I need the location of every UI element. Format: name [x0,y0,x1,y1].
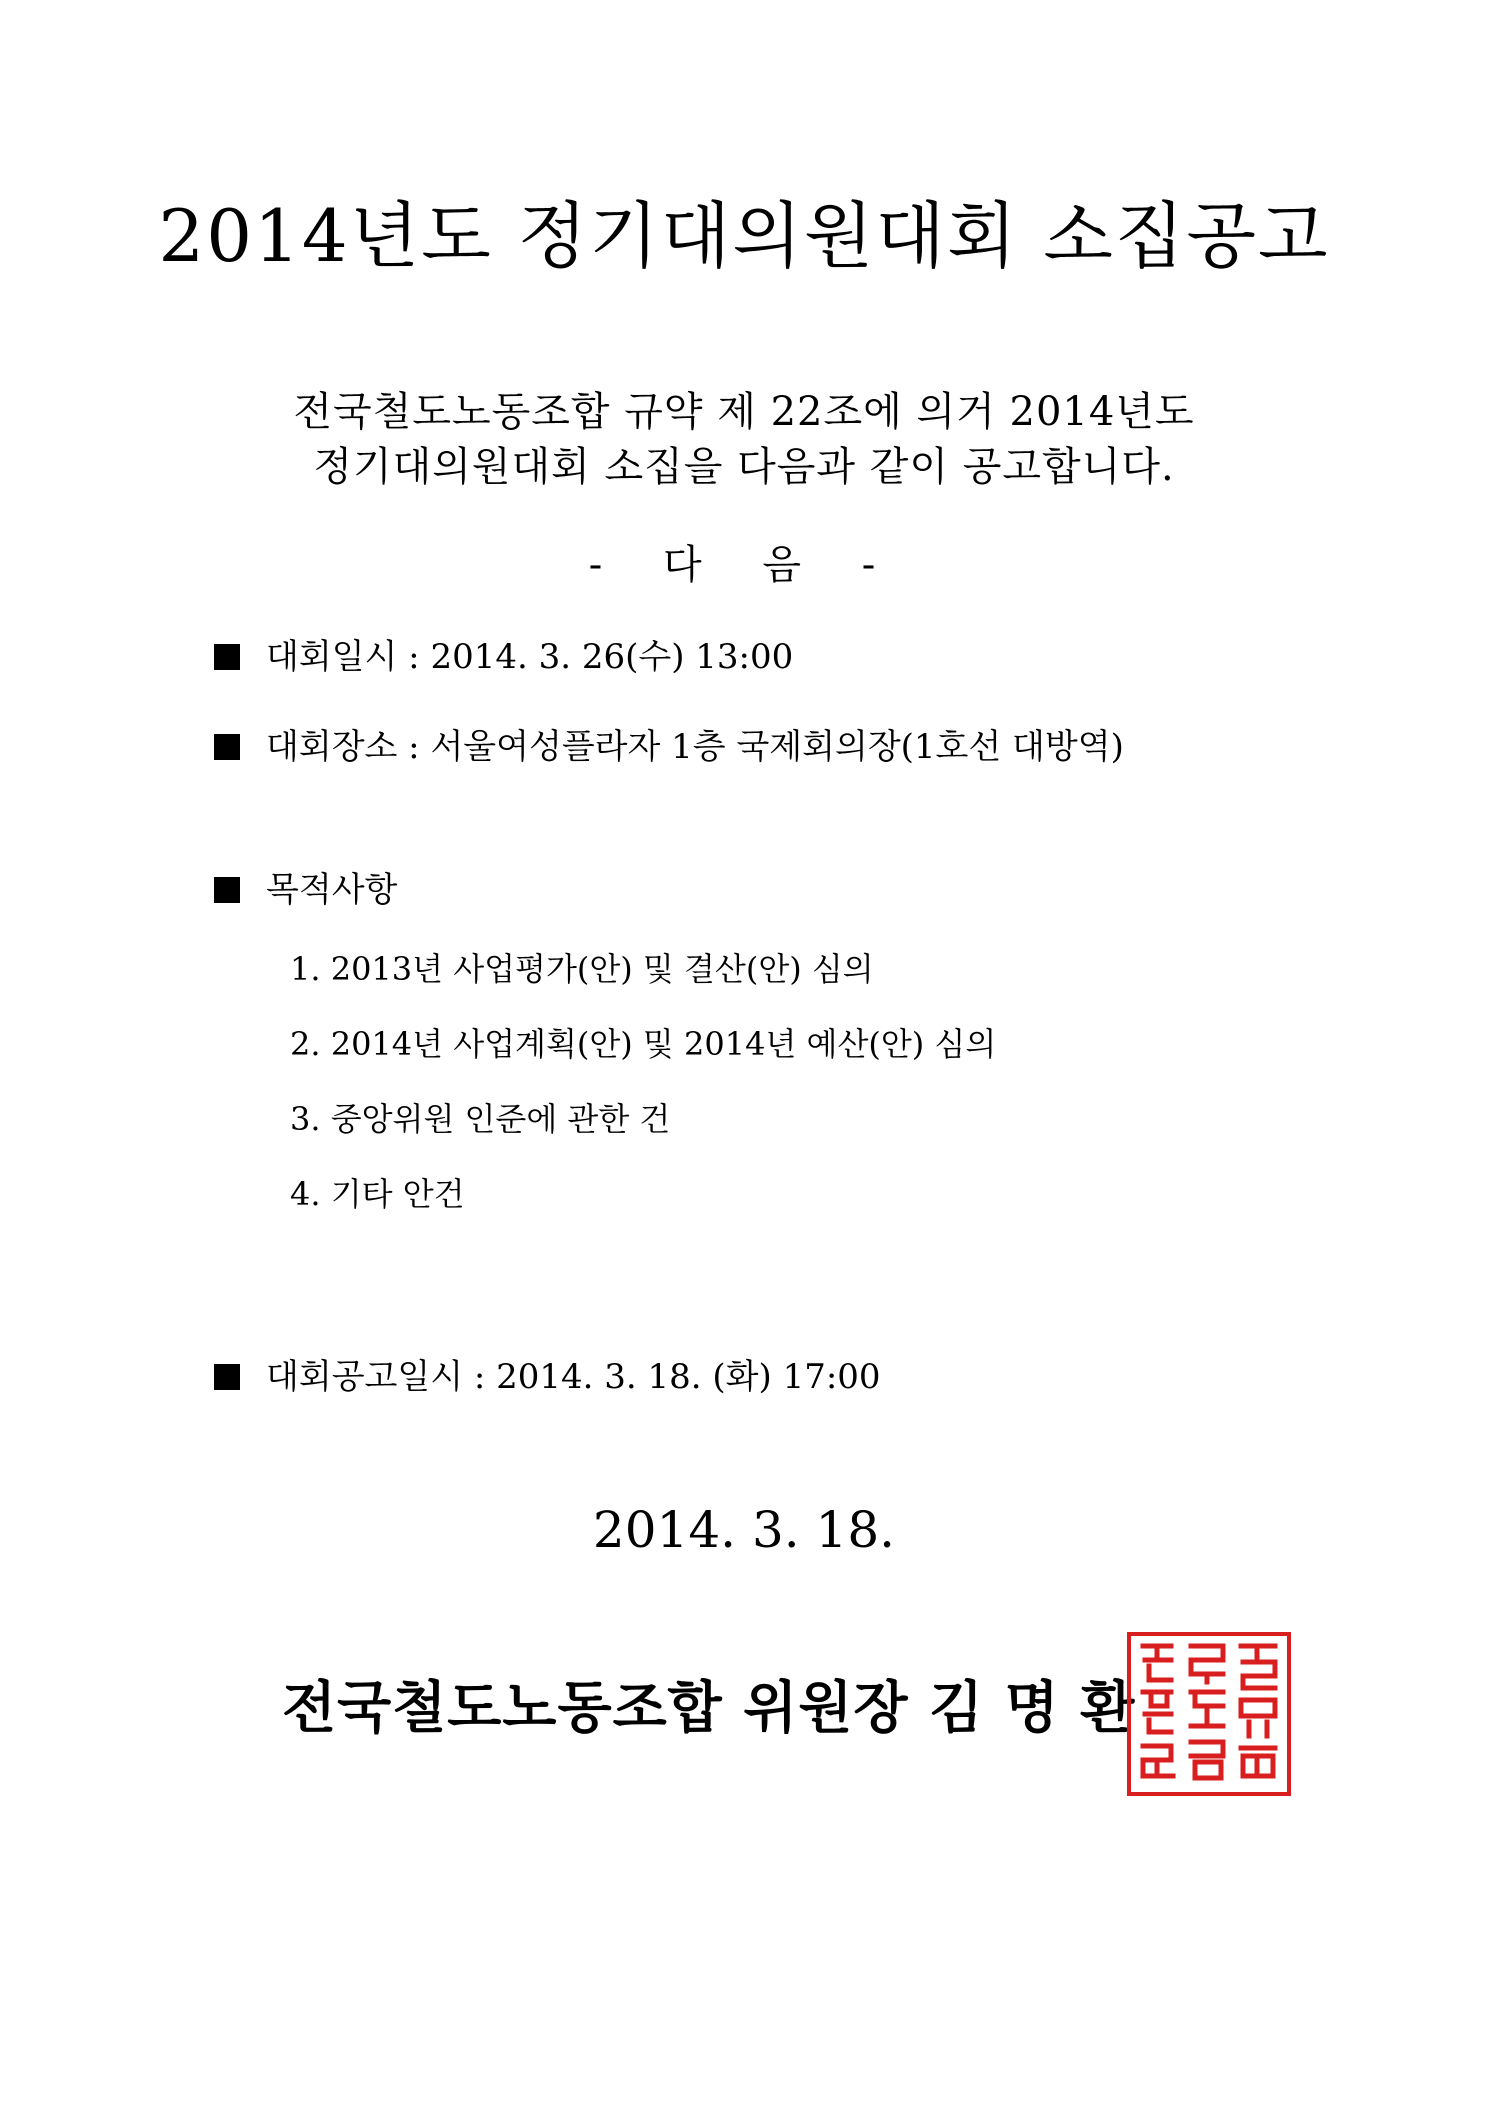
square-bullet-icon [214,877,240,903]
item-venue-text: 대회장소 : 서울여성플라자 1층 국제회의장(1호선 대방역) [266,727,1124,767]
document-date: 2014. 3. 18. [592,1501,896,1559]
section-separator: - 다 음 - [588,542,900,588]
item-datetime [214,637,794,677]
agenda-item-1: 1. 2013년 사업평가(안) 및 결산(안) 심의 [290,950,874,988]
official-seal [1127,1632,1291,1796]
page-title: 2014년도 정기대의원대회 소집공고 [158,194,1330,278]
item-purpose [214,870,398,910]
square-bullet-icon [214,1364,240,1390]
item-venue [214,727,1124,767]
item-announce [214,1357,881,1397]
intro-line-2: 정기대의원대회 소집을 다음과 같이 공고합니다. [313,444,1175,490]
item-purpose-text: 목적사항 [266,870,398,910]
signature-line: 전국철도노동조합 위원장 김 명 환 [282,1675,1136,1741]
agenda-item-3: 3. 중앙위원 인준에 관한 건 [290,1100,671,1138]
seal-glyphs-icon [1131,1636,1287,1792]
item-announce-text: 대회공고일시 : 2014. 3. 18. (화) 17:00 [266,1357,881,1397]
agenda-item-2: 2. 2014년 사업계획(안) 및 2014년 예산(안) 심의 [290,1025,997,1063]
item-datetime-text: 대회일시 : 2014. 3. 26(수) 13:00 [266,637,794,677]
intro-line-1: 전국철도노동조합 규약 제 22조에 의거 2014년도 [293,389,1195,435]
agenda-item-4: 4. 기타 안건 [290,1175,465,1213]
square-bullet-icon [214,644,240,670]
square-bullet-icon [214,734,240,760]
